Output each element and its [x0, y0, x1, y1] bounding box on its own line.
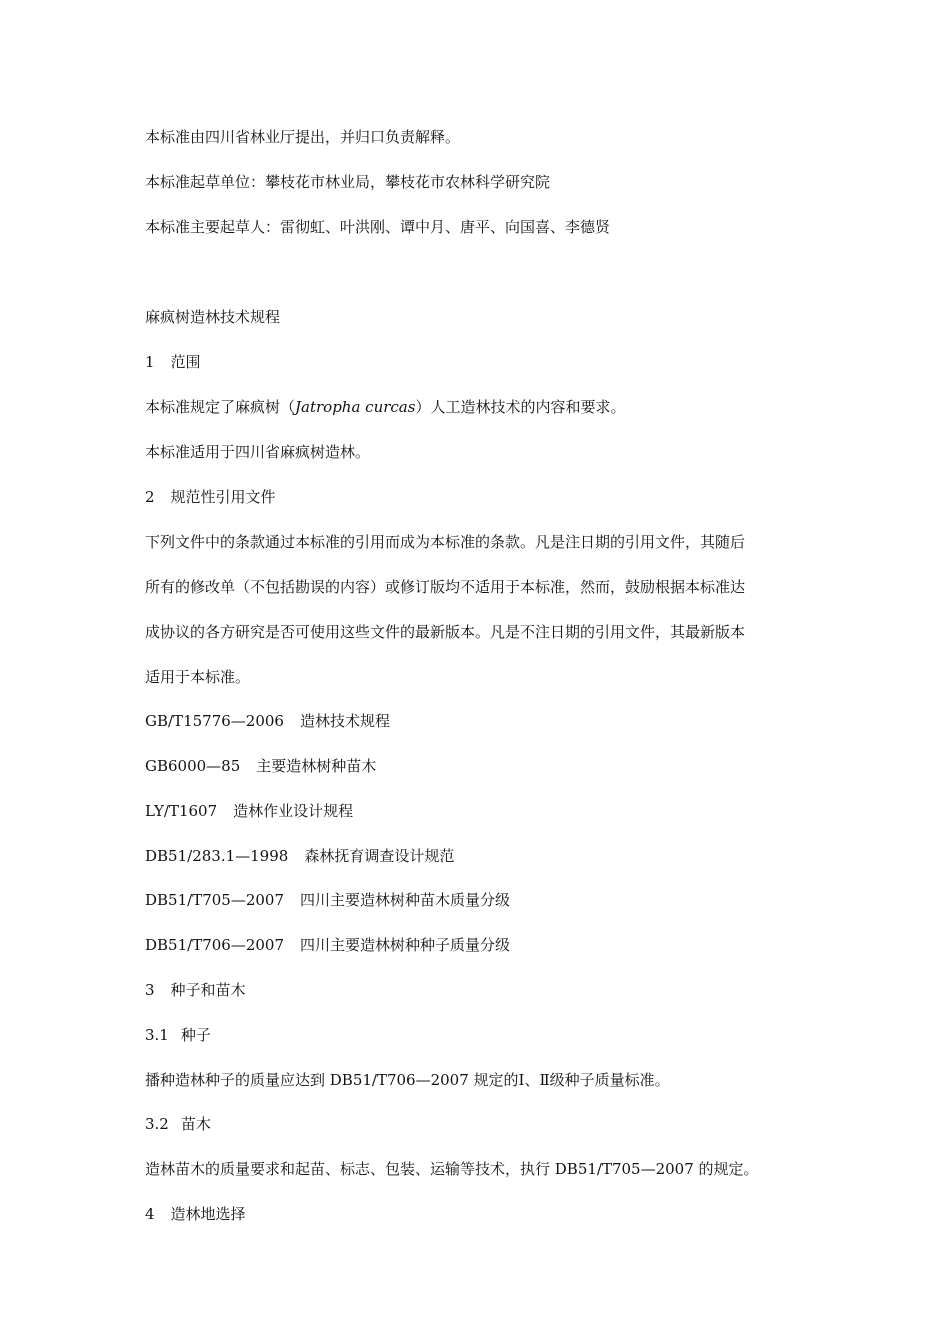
- reference-item: [145, 801, 815, 821]
- document-title: 麻疯树造林技术规程: [145, 308, 281, 326]
- reference-item: [145, 711, 815, 731]
- preface-paragraph-2: 本标准起草单位：攀枝花市林业局，攀枝花市农林科学研究院: [145, 173, 551, 191]
- section-2-number: 2: [145, 488, 155, 506]
- reference-item: [145, 890, 815, 910]
- scope-text-after: ）人工造林技术的内容和要求。: [415, 398, 626, 416]
- reference-item: [145, 756, 815, 776]
- section-3-number: 3: [145, 981, 155, 999]
- section-4-heading: [145, 1204, 815, 1224]
- reference-item: [145, 846, 815, 866]
- subsection-3-1-title: 种子: [180, 1026, 211, 1044]
- reference-code: DB51/283.1—1998: [145, 847, 289, 865]
- section-3-title: 种子和苗木: [170, 981, 246, 999]
- reference-item: [145, 935, 815, 955]
- section-2-heading: [145, 487, 815, 507]
- section-2-paragraph-line-1: 下列文件中的条款通过本标准的引用而成为本标准的条款。凡是注日期的引用文件，其随后: [145, 533, 746, 551]
- section-2-paragraph-line-2: 所有的修改单（不包括勘误的内容）或修订版均不适用于本标准，然而，鼓励根据本标准达: [145, 578, 746, 596]
- section-1-title: 范围: [170, 353, 201, 371]
- section-1-number: 1: [145, 353, 155, 371]
- subsection-3-2-text: 造林苗木的质量要求和起苗、标志、包装、运输等技术，执行 DB51/T705—2007 的规定。: [145, 1160, 759, 1178]
- reference-name: 四川主要造林树种种子质量分级: [300, 936, 511, 954]
- subsection-3-1-number: 3.1: [145, 1026, 169, 1044]
- section-2-paragraph-line-3: 成协议的各方研究是否可使用这些文件的最新版本。凡是不注日期的引用文件，其最新版本: [145, 623, 746, 641]
- section-1-paragraph-1: [145, 397, 815, 417]
- scientific-name: Jatropha curcas: [295, 398, 416, 416]
- section-1-heading: [145, 352, 815, 372]
- subsection-3-1-heading: [145, 1025, 815, 1045]
- subsection-3-2-title: 苗木: [180, 1115, 211, 1133]
- section-1-paragraph-2: 本标准适用于四川省麻疯树造林。: [145, 443, 371, 461]
- reference-code: DB51/T706—2007: [145, 936, 284, 954]
- reference-name: 主要造林树种苗木: [256, 757, 377, 775]
- section-2-title: 规范性引用文件: [170, 488, 276, 506]
- reference-name: 造林技术规程: [299, 712, 390, 730]
- reference-code: GB/T15776—2006: [145, 712, 284, 730]
- reference-code: DB51/T705—2007: [145, 891, 284, 909]
- reference-code: LY/T1607: [145, 802, 218, 820]
- section-4-number: 4: [145, 1205, 155, 1223]
- subsection-3-1-text: 播种造林种子的质量应达到 DB51/T706—2007 规定的Ⅰ、Ⅱ级种子质量标准。: [145, 1071, 670, 1089]
- section-4-title: 造林地选择: [170, 1205, 246, 1223]
- scope-text-before: 本标准规定了麻疯树（: [145, 398, 296, 416]
- reference-name: 四川主要造林树种苗木质量分级: [300, 891, 511, 909]
- preface-paragraph-3: 本标准主要起草人：雷彻虹、叶洪刚、谭中月、唐平、向国喜、李德贤: [145, 218, 611, 236]
- subsection-3-2-heading: [145, 1114, 815, 1134]
- reference-code: GB6000—85: [145, 757, 241, 775]
- preface-paragraph-1: 本标准由四川省林业厅提出，并归口负责解释。: [145, 128, 461, 146]
- section-3-heading: [145, 980, 815, 1000]
- reference-name: 造林作业设计规程: [233, 802, 354, 820]
- section-2-paragraph-line-4: 适用于本标准。: [145, 668, 251, 686]
- subsection-3-2-number: 3.2: [145, 1115, 169, 1133]
- reference-name: 森林抚育调查设计规范: [304, 847, 455, 865]
